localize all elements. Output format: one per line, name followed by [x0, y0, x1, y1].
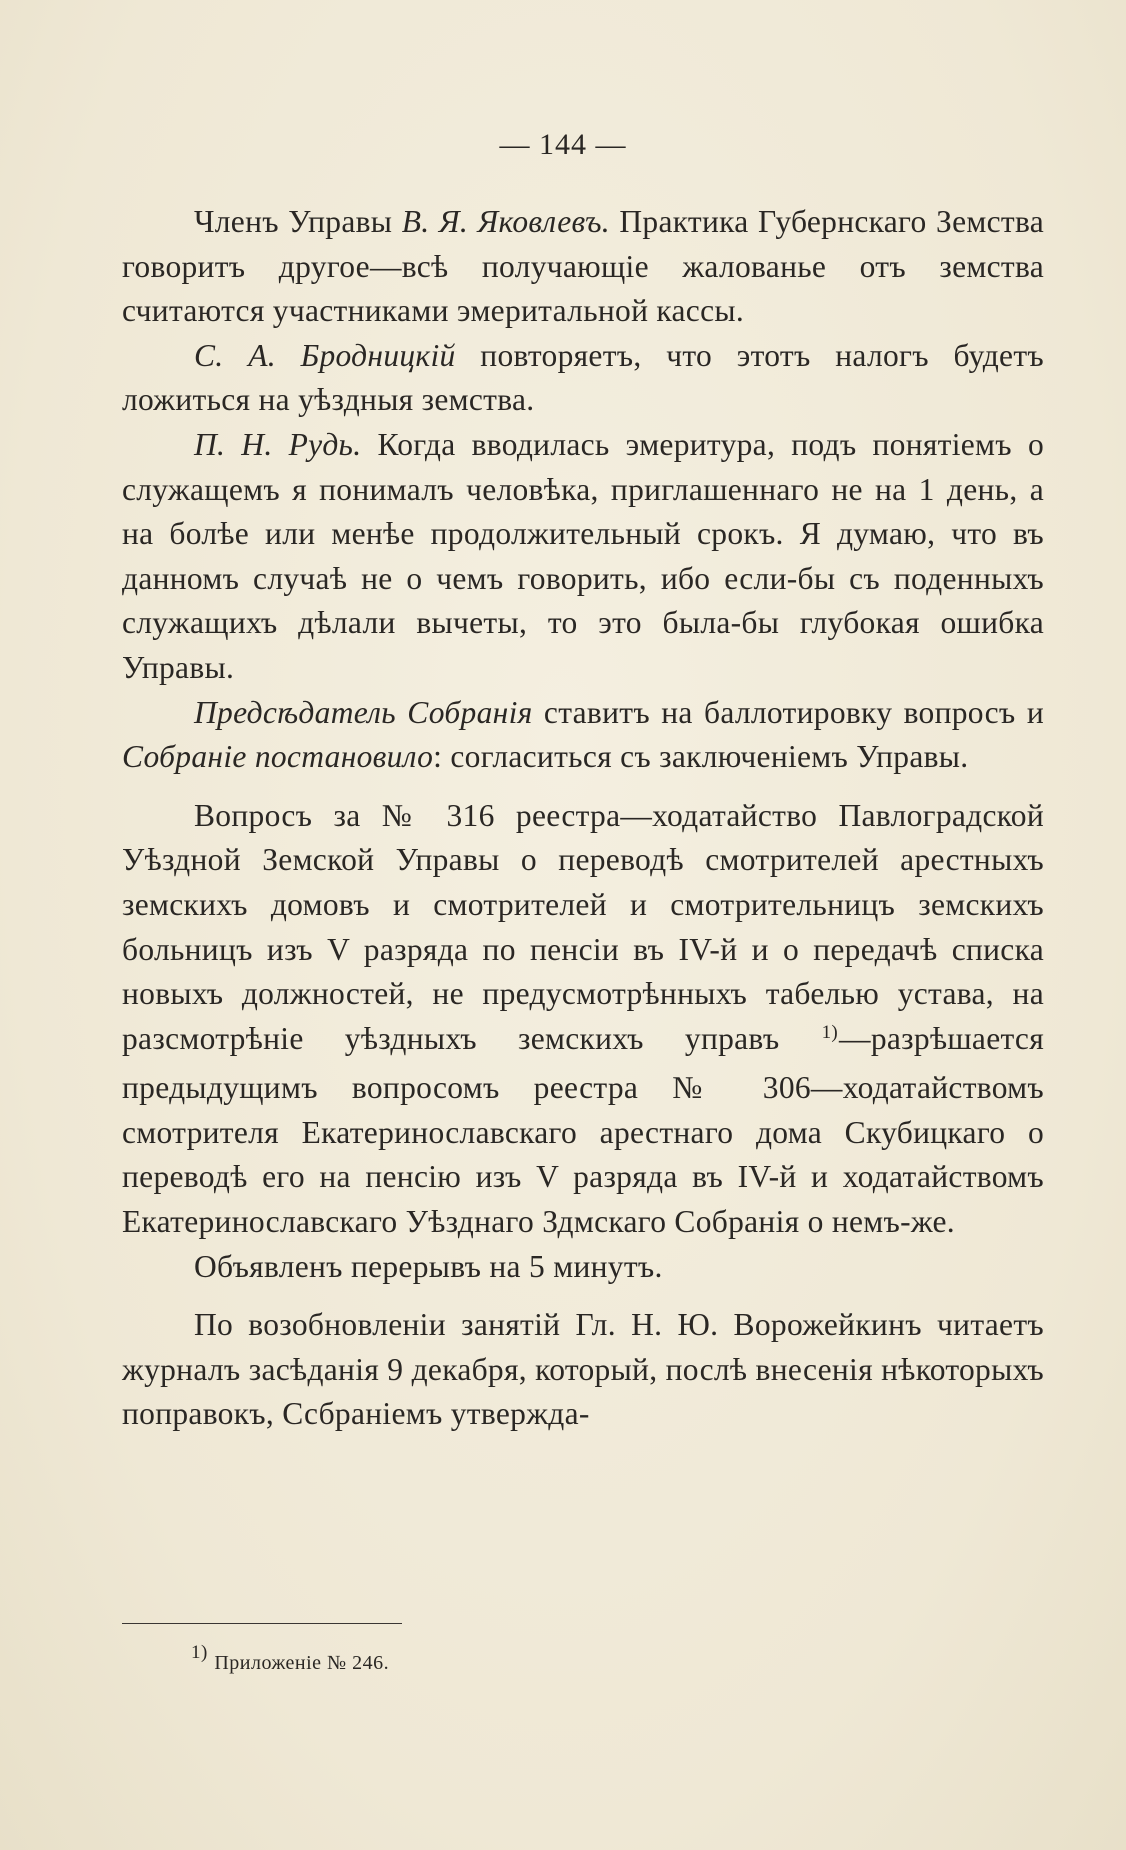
footnote-divider — [122, 1623, 402, 1624]
paragraph-text: Объявленъ перерывъ на 5 минутъ. — [194, 1248, 663, 1284]
paragraph-text: Практика Губернскаго Земства говоритъ другое—всѣ получающіе жалованье отъ земства считаются участниками эмеритальной кассы. — [122, 204, 1044, 329]
italic-speaker-name: П. Н. Рудь. — [194, 426, 362, 462]
italic-speaker-name: С. А. Бродницкій — [194, 337, 456, 373]
paragraph — [122, 691, 1044, 780]
paragraph-text: Вопросъ за № 316 реестра—ходатайство Павлоградской Уѣздной Земской Управы о переводѣ смотрителей арестныхъ земскихъ домовъ и смотрителей и смотрительницъ земскихъ больницъ изъ V разряда по пенсіи въ IV-й и о передачѣ списка новыхъ должностей, не предусмотрѣнныхъ табелью устава, на разсмотрѣніе уѣздныхъ земскихъ управъ — [122, 797, 1044, 1056]
footnote-mark: 1) — [191, 1642, 208, 1663]
italic-speaker-name: Собраніе постановило — [122, 739, 434, 775]
paragraph-text: —разрѣшается предыдущимъ вопросомъ реестра № 306—ходатайствомъ смотрителя Екатеринославскаго арестнаго дома Скубицкаго о переводѣ его на пенсію изъ V разряда въ IV-й и ходатайствомъ Екатеринославскаго Уѣзднаго Здмскаго Собранія о немъ-же. — [122, 1020, 1044, 1240]
paragraph-text: Членъ Управы — [194, 204, 402, 239]
paragraph — [122, 334, 1044, 423]
paragraph — [122, 1303, 1044, 1437]
paragraph — [122, 794, 1044, 1245]
paragraph — [122, 200, 1044, 334]
paragraph-text: ставитъ на баллотировку вопросъ и — [532, 694, 1044, 730]
italic-speaker-name: Предсѣдатель Собранія — [194, 694, 533, 730]
paragraph-text: По возобновленіи занятій Гл. Н. Ю. Ворожейкинъ читаетъ журналъ засѣданія 9 декабря, который, послѣ внесенія нѣкоторыхъ поправокъ, Ссбраніемъ утвержда- — [122, 1307, 1044, 1432]
page-number: — 144 — — [499, 128, 627, 161]
footnote — [190, 1642, 390, 1675]
footnote-reference: 1) — [821, 1021, 839, 1043]
text-body — [122, 200, 1044, 1437]
italic-speaker-name: В. Я. Яковлевъ. — [401, 204, 610, 239]
footnote-text: Приложеніе № 246. — [214, 1652, 390, 1674]
paragraph-text: повторяетъ, что этотъ налогъ будетъ ложиться на уѣздныя земства. — [122, 337, 1044, 418]
paragraph-text: Когда вводилась эмеритура, подъ понятіемъ о служащемъ я понималъ человѣка, приглашеннаго не на 1 день, а на болѣе или менѣе продолжительный срокъ. Я думаю, что въ данномъ случаѣ не о чемъ говорить, ибо если-бы съ поденныхъ служащихъ дѣлали вычеты, то это была-бы глубокая ошибка Управы. — [122, 426, 1044, 685]
paragraph — [122, 423, 1044, 691]
paragraph — [122, 1245, 1044, 1290]
paragraph-text: : согласиться съ заключеніемъ Управы. — [433, 739, 969, 775]
